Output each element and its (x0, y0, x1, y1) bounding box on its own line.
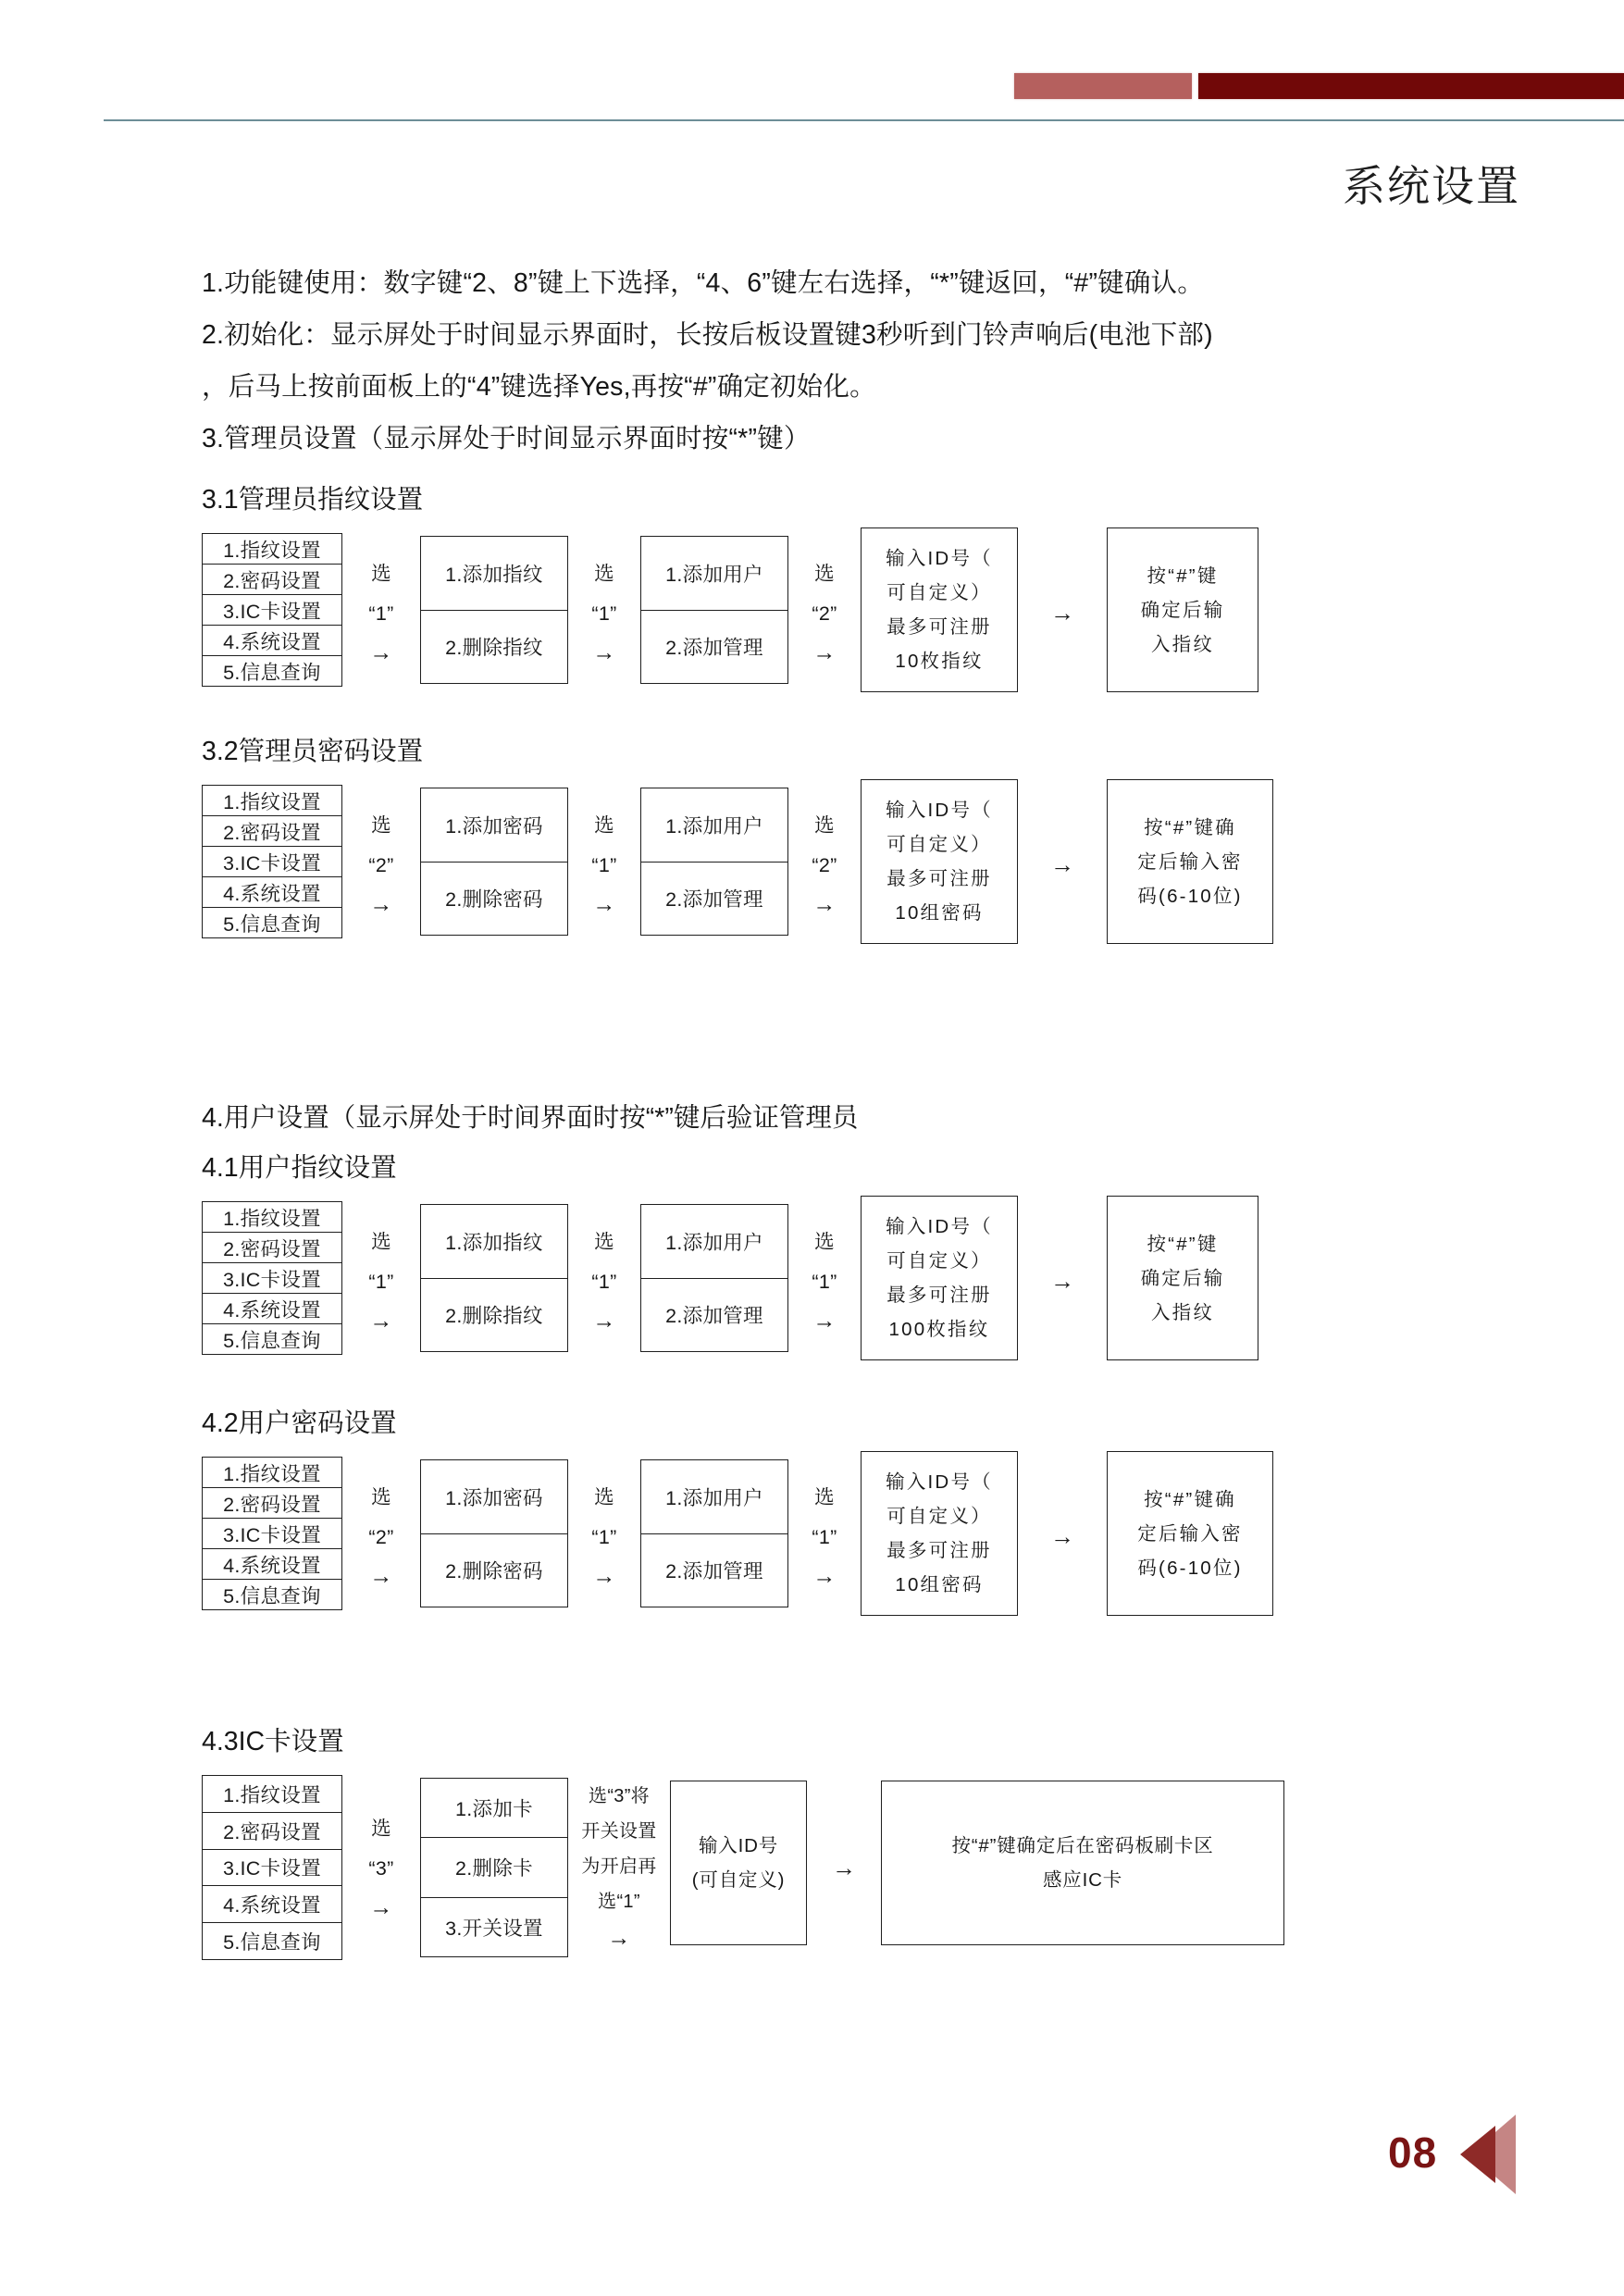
connector-1 (342, 1201, 420, 1360)
connector-label: 选 (371, 1486, 391, 1508)
arrow-right-icon: → (369, 1894, 393, 1920)
flow-3-1 (202, 533, 1258, 692)
intro-line-3: ，后马上按前面板上的“4”键选择Yes,再按“#”确定初始化。 (202, 372, 876, 402)
arrow-right-icon: → (369, 639, 393, 665)
text-line: 码(6-10位) (1137, 1557, 1243, 1579)
menu-row: 2.密码设置 (203, 565, 341, 595)
connector-label: 选 (594, 563, 614, 585)
option-row: 1.添加卡 (421, 1779, 567, 1838)
confirm-box (1107, 527, 1258, 692)
text-line: 按“#”键 (1147, 565, 1219, 587)
triangle-front-icon (1460, 2126, 1495, 2183)
menu-row: 1.指纹设置 (203, 1458, 341, 1488)
intro-line-1: 1.功能键使用：数字键“2、8”键上下选择，“4、6”键左右选择，“*”键返回，“#”键确认。 (202, 268, 1204, 298)
connector-line: 为开启再 (581, 1856, 657, 1877)
option-row: 2.删除卡 (421, 1838, 567, 1897)
option-box-2 (420, 788, 568, 936)
header-bar-light (1014, 73, 1192, 99)
menu-box (202, 1775, 342, 1960)
intro-line-2: 2.初始化：显示屏处于时间显示界面时，长按后板设置键3秒听到门铃声响后(电池下部) (202, 320, 1213, 350)
option-row: 1.添加指纹 (421, 537, 567, 611)
option-row: 1.添加用户 (641, 1205, 787, 1279)
connector-key: “2” (368, 1526, 394, 1548)
option-row: 2.添加管理 (665, 637, 763, 660)
option-row: 1.添加用户 (641, 1460, 787, 1534)
connector-label: 选 (814, 1486, 835, 1508)
menu-row: 4.系统设置 (203, 1549, 341, 1580)
menu-row: 5.信息查询 (223, 912, 321, 936)
section-4-2-heading: 4.2用户密码设置 (202, 1409, 397, 1438)
connector-1 (342, 533, 420, 692)
connector-key: “1” (368, 1271, 394, 1293)
connector-label: 选 (594, 814, 614, 837)
arrow-right-icon: → (592, 639, 616, 665)
connector-2 (568, 1457, 640, 1616)
text-line: 可自定义） (886, 1506, 992, 1527)
menu-row: 2.密码设置 (203, 1488, 341, 1519)
menu-row: 1.指纹设置 (203, 1776, 341, 1813)
connector-2 (568, 533, 640, 692)
text-line: 按“#”键确 (1144, 816, 1236, 838)
text-line: 按“#”键 (1147, 1233, 1219, 1255)
connector-1 (342, 1457, 420, 1616)
flow-4-2 (202, 1457, 1273, 1616)
menu-row: 4.系统设置 (203, 1294, 341, 1324)
option-row: 2.删除密码 (445, 888, 543, 912)
confirm-box (1107, 779, 1273, 944)
text-line: 可自定义） (886, 1250, 992, 1272)
arrow-right-icon: → (812, 891, 837, 917)
section-4-3-heading: 4.3IC卡设置 (202, 1727, 344, 1756)
text-line: 可自定义） (886, 582, 992, 603)
option-row: 2.删除指纹 (445, 637, 543, 660)
intro-line-4: 3.管理员设置（显示屏处于时间显示界面时按“*”键） (202, 424, 811, 453)
menu-row: 3.IC卡设置 (203, 1263, 341, 1294)
text-line: 输入ID号（ (886, 1471, 993, 1493)
text-line: 输入ID号（ (886, 548, 993, 569)
connector-3 (788, 533, 861, 692)
header-bar-dark (1198, 73, 1624, 99)
connector-key: “2” (812, 854, 837, 876)
text-line: 最多可注册 (886, 868, 992, 889)
option-row: 2.添加管理 (665, 1560, 763, 1583)
option-row: 1.添加用户 (641, 537, 787, 611)
option-box-2 (420, 1778, 568, 1957)
menu-row: 3.IC卡设置 (203, 1519, 341, 1549)
menu-box (202, 1201, 342, 1355)
arrow-right-icon: → (1050, 850, 1074, 878)
id-entry-box (861, 527, 1018, 692)
text-line: 10组密码 (895, 1574, 984, 1595)
option-row: 2.删除指纹 (445, 1305, 543, 1328)
connector-key: “1” (591, 854, 617, 876)
option-box-2 (420, 536, 568, 684)
flow-4-3 (202, 1775, 1284, 1960)
option-row: 2.添加管理 (665, 1305, 763, 1328)
id-entry-box (861, 1451, 1018, 1616)
menu-row: 4.系统设置 (203, 1886, 341, 1923)
arrow-right-icon: → (592, 891, 616, 917)
text-line: 感应IC卡 (1043, 1869, 1122, 1891)
text-line: 输入ID号（ (886, 800, 993, 821)
menu-row: 5.信息查询 (223, 1931, 321, 1955)
text-line: 入指纹 (1150, 633, 1215, 655)
connector-key: “1” (591, 1271, 617, 1293)
option-box-2 (420, 1204, 568, 1352)
option-row: 1.添加用户 (641, 788, 787, 863)
connector-key: “3” (368, 1857, 394, 1880)
menu-box (202, 1457, 342, 1610)
arrow-right-icon: → (592, 1563, 616, 1589)
text-line: 10枚指纹 (895, 651, 984, 672)
menu-row: 2.密码设置 (203, 816, 341, 847)
arrow-right-icon: → (812, 1563, 837, 1589)
section-3-2-heading: 3.2管理员密码设置 (202, 737, 424, 766)
option-box-3 (640, 788, 788, 936)
arrow-right-icon: → (1050, 1521, 1074, 1550)
connector-2 (568, 1201, 640, 1360)
id-entry-box (670, 1781, 807, 1945)
text-line: (可自定义) (691, 1869, 786, 1891)
arrow-right-icon: → (369, 1308, 393, 1334)
intro-text-block (202, 257, 1497, 465)
section-4-1 (202, 1149, 1258, 1360)
connector-1 (342, 785, 420, 944)
connector-label: 选 (371, 1231, 391, 1253)
option-row: 2.删除密码 (445, 1560, 543, 1583)
menu-row: 1.指纹设置 (203, 534, 341, 565)
menu-row: 4.系统设置 (203, 626, 341, 656)
arrow-right-icon: → (832, 1853, 856, 1881)
connector-label: 选 (814, 563, 835, 585)
menu-row: 3.IC卡设置 (203, 595, 341, 626)
arrow-right-icon: → (592, 1308, 616, 1334)
connector-label: 选 (371, 1818, 391, 1840)
menu-row: 5.信息查询 (223, 661, 321, 684)
menu-row: 2.密码设置 (203, 1813, 341, 1850)
option-row: 2.添加管理 (665, 888, 763, 912)
section-3-2 (202, 733, 1273, 944)
section-4-1-heading: 4.1用户指纹设置 (202, 1153, 397, 1183)
connector-key: “1” (591, 602, 617, 625)
connector-3 (788, 1457, 861, 1616)
option-box-3 (640, 1459, 788, 1607)
menu-row: 1.指纹设置 (203, 1202, 341, 1233)
menu-row: 3.IC卡设置 (203, 847, 341, 877)
arrow-right-icon: → (812, 1308, 837, 1334)
flow-3-2 (202, 785, 1273, 944)
connector-label: 选 (371, 814, 391, 837)
arrow-right-icon: → (369, 1563, 393, 1589)
arrow-right-icon: → (1050, 1266, 1074, 1295)
option-box-3 (640, 536, 788, 684)
text-line: 最多可注册 (886, 1285, 992, 1306)
connector-key: “1” (812, 1526, 837, 1548)
arrow-right-icon: → (812, 639, 837, 665)
connector-label: 选 (371, 563, 391, 585)
text-line: 按“#”键确 (1144, 1488, 1236, 1510)
page-title: 系统设置 (1343, 162, 1520, 210)
text-line: 10组密码 (895, 902, 984, 924)
section-4-heading-wrap (202, 1099, 858, 1136)
connector-line: 开关设置 (581, 1821, 657, 1842)
text-line: 输入ID号（ (886, 1216, 993, 1237)
section-4-2 (202, 1405, 1273, 1616)
option-row: 1.添加密码 (421, 788, 567, 863)
section-3-1-heading: 3.1管理员指纹设置 (202, 485, 424, 515)
section-4-heading: 4.用户设置（显示屏处于时间界面时按“*”键后验证管理员 (202, 1103, 859, 1133)
connector-label: 选 (814, 814, 835, 837)
id-entry-box (861, 779, 1018, 944)
menu-row: 2.密码设置 (203, 1233, 341, 1263)
text-line: 确定后输 (1140, 599, 1225, 621)
text-line: 按“#”键确定后在密码板刷卡区 (951, 1835, 1214, 1856)
connector-key: “2” (368, 854, 394, 876)
page-number: 08 (1388, 2128, 1438, 2177)
connector-1 (342, 1775, 420, 1960)
menu-row: 3.IC卡设置 (203, 1850, 341, 1887)
connector-line: 选“1” (598, 1892, 640, 1912)
option-box-2 (420, 1459, 568, 1607)
menu-box (202, 533, 342, 687)
header-divider-rule (104, 119, 1624, 121)
connector-3 (788, 785, 861, 944)
connector-2 (568, 785, 640, 944)
menu-row: 5.信息查询 (223, 1329, 321, 1352)
text-line: 码(6-10位) (1137, 885, 1243, 907)
option-row: 3.开关设置 (445, 1917, 543, 1940)
arrow-right-icon: → (1050, 598, 1074, 627)
option-row: 1.添加指纹 (421, 1205, 567, 1279)
confirm-box (1107, 1196, 1258, 1360)
arrow-right-icon: → (607, 1925, 631, 1951)
text-line: 入指纹 (1150, 1301, 1215, 1323)
menu-box (202, 785, 342, 938)
connector-key: “1” (368, 602, 394, 625)
connector-label: 选 (594, 1231, 614, 1253)
connector-key: “1” (812, 1271, 837, 1293)
text-line: 定后输入密 (1137, 1522, 1243, 1545)
text-line: 最多可注册 (886, 1540, 992, 1561)
text-line: 确定后输 (1140, 1267, 1225, 1289)
text-line: 100枚指纹 (888, 1319, 990, 1340)
connector-key: “2” (812, 602, 837, 625)
connector-3 (788, 1201, 861, 1360)
flow-4-1 (202, 1201, 1258, 1360)
confirm-box (1107, 1451, 1273, 1616)
arrow-right-icon: → (369, 891, 393, 917)
option-row: 1.添加密码 (421, 1460, 567, 1534)
menu-row: 4.系统设置 (203, 877, 341, 908)
connector-key: “1” (591, 1526, 617, 1548)
section-3-1 (202, 481, 1258, 692)
menu-row: 5.信息查询 (223, 1584, 321, 1607)
option-box-3 (640, 1204, 788, 1352)
menu-row: 1.指纹设置 (203, 786, 341, 816)
connector-label: 选 (594, 1486, 614, 1508)
text-line: 定后输入密 (1137, 850, 1243, 873)
connector-line: 选“3”将 (589, 1786, 650, 1806)
section-4-3 (202, 1723, 1284, 1960)
swipe-card-box (881, 1781, 1284, 1945)
id-entry-box (861, 1196, 1018, 1360)
text-line: 最多可注册 (886, 616, 992, 638)
text-line: 可自定义） (886, 834, 992, 855)
connector-label: 选 (814, 1231, 835, 1253)
page-marker (1388, 2115, 1555, 2194)
text-line: 输入ID号 (699, 1835, 778, 1856)
connector-2-multiline (568, 1775, 670, 1960)
